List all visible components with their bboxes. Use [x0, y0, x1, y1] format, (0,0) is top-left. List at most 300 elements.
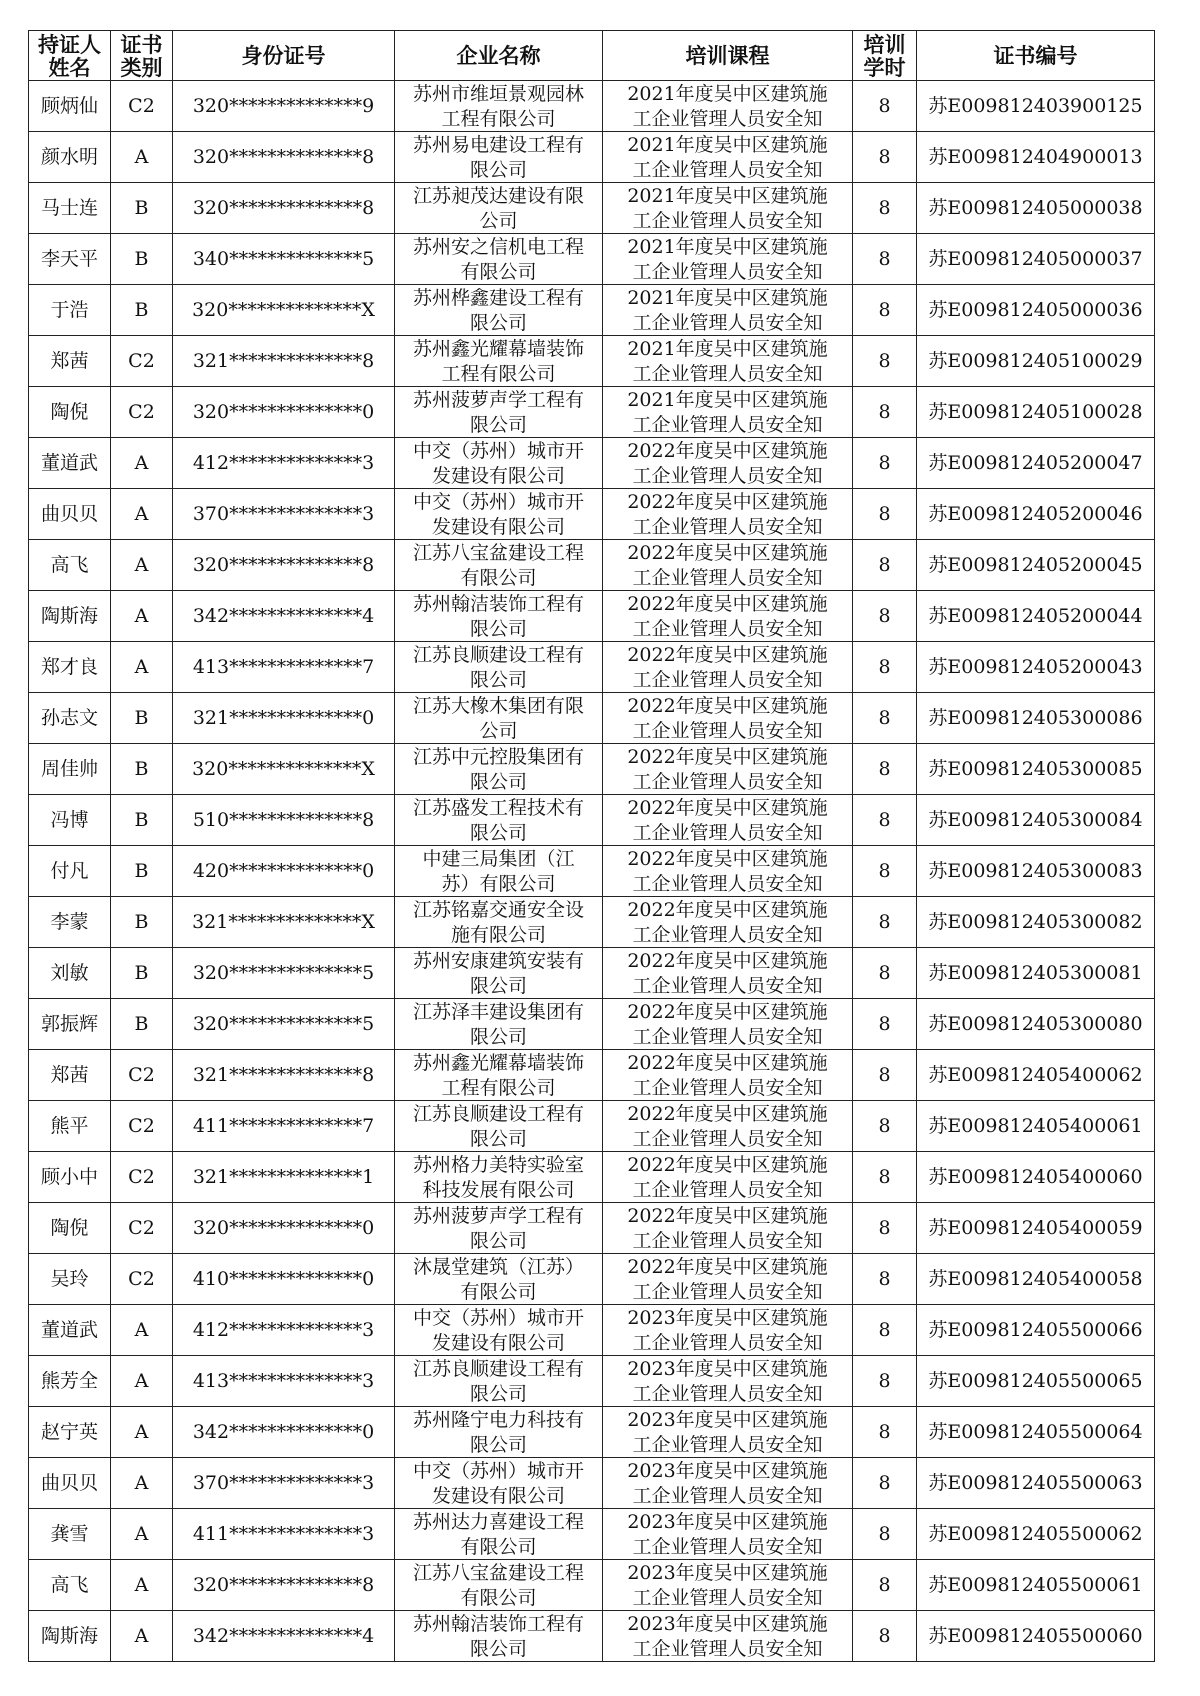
- cert-type-cell: A: [111, 1560, 173, 1611]
- course-cell-line2: 工企业管理人员安全知: [632, 1077, 823, 1099]
- cert-number-cell: 苏E009812405500060: [917, 1611, 1155, 1662]
- holder-name-cell: 郭振辉: [29, 999, 111, 1050]
- table-row: [29, 795, 1155, 846]
- company-cell: [395, 642, 603, 693]
- holder-name-cell: 李天平: [29, 234, 111, 285]
- course-cell: [603, 1152, 853, 1203]
- company-cell-line1: 沐晟堂建筑（江苏）: [412, 1256, 584, 1278]
- cert-number-cell: 苏E009812405000036: [917, 285, 1155, 336]
- course-cell-line1: 2023年度吴中区建筑施: [627, 1613, 828, 1635]
- company-cell-line1: 中交（苏州）城市开: [412, 440, 584, 462]
- header-cert-type-line2: 类别: [120, 54, 163, 80]
- company-cell-line2: 公司: [479, 720, 518, 742]
- id-number-cell: 370**************3: [173, 1458, 395, 1509]
- cert-type-cell: A: [111, 1509, 173, 1560]
- cert-type-cell: A: [111, 489, 173, 540]
- cert-number-cell: 苏E009812405300082: [917, 897, 1155, 948]
- cert-type-cell: A: [111, 1407, 173, 1458]
- table-row: [29, 540, 1155, 591]
- company-cell-line2: 限公司: [469, 159, 527, 181]
- cert-number-cell: 苏E009812405500064: [917, 1407, 1155, 1458]
- hours-cell: 8: [853, 1101, 917, 1152]
- company-cell: [395, 846, 603, 897]
- hours-cell: 8: [853, 132, 917, 183]
- company-cell-line2: 工程有限公司: [441, 363, 556, 385]
- company-cell-line1: 苏州翰洁装饰工程有: [412, 1613, 584, 1635]
- course-cell: [603, 948, 853, 999]
- hours-cell: 8: [853, 999, 917, 1050]
- hours-cell: 8: [853, 540, 917, 591]
- id-number-cell: 320**************X: [173, 285, 395, 336]
- course-cell: [603, 1356, 853, 1407]
- id-number-cell: 320**************0: [173, 387, 395, 438]
- company-cell: [395, 1101, 603, 1152]
- course-cell: [603, 489, 853, 540]
- company-cell: [395, 897, 603, 948]
- holder-name-cell: 顾炳仙: [29, 81, 111, 132]
- cert-type-cell: C2: [111, 1101, 173, 1152]
- table-row: [29, 642, 1155, 693]
- course-cell-line1: 2023年度吴中区建筑施: [627, 1460, 828, 1482]
- table-row: [29, 1356, 1155, 1407]
- course-cell-line2: 工企业管理人员安全知: [632, 1281, 823, 1303]
- cert-number-cell: 苏E009812405300083: [917, 846, 1155, 897]
- company-cell: [395, 1203, 603, 1254]
- hours-cell: 8: [853, 591, 917, 642]
- company-cell: [395, 1050, 603, 1101]
- holder-name-cell: 高飞: [29, 1560, 111, 1611]
- cert-number-cell: 苏E009812405400058: [917, 1254, 1155, 1305]
- course-cell: [603, 795, 853, 846]
- course-cell-line2: 工企业管理人员安全知: [632, 363, 823, 385]
- cert-type-cell: C2: [111, 1254, 173, 1305]
- cert-number-cell: 苏E009812405200047: [917, 438, 1155, 489]
- company-cell-line1: 苏州格力美特实验室: [412, 1154, 584, 1176]
- table-row: [29, 285, 1155, 336]
- hours-cell: 8: [853, 81, 917, 132]
- cert-number-cell: 苏E009812405000038: [917, 183, 1155, 234]
- company-cell-line2: 有限公司: [460, 567, 537, 589]
- cert-type-cell: C2: [111, 81, 173, 132]
- hours-cell: 8: [853, 489, 917, 540]
- holder-name-cell: 周佳帅: [29, 744, 111, 795]
- holder-name-cell: 陶斯海: [29, 1611, 111, 1662]
- cert-type-cell: B: [111, 846, 173, 897]
- cert-number-cell: 苏E009812405500062: [917, 1509, 1155, 1560]
- cert-type-cell: A: [111, 132, 173, 183]
- cert-number-cell: 苏E009812405500065: [917, 1356, 1155, 1407]
- course-cell-line2: 工企业管理人员安全知: [632, 159, 823, 181]
- company-cell-line1: 江苏良顺建设工程有: [412, 1358, 584, 1380]
- hours-cell: 8: [853, 1509, 917, 1560]
- course-cell-line1: 2022年度吴中区建筑施: [627, 1256, 828, 1278]
- company-cell-line2: 发建设有限公司: [431, 465, 565, 487]
- id-number-cell: 411**************7: [173, 1101, 395, 1152]
- company-cell-line1: 江苏泽丰建设集团有: [412, 1001, 584, 1023]
- holder-name-cell: 曲贝贝: [29, 1458, 111, 1509]
- hours-cell: 8: [853, 1611, 917, 1662]
- cert-type-cell: C2: [111, 1203, 173, 1254]
- company-cell-line1: 苏州桦鑫建设工程有: [412, 287, 584, 309]
- cert-type-cell: B: [111, 744, 173, 795]
- course-cell-line2: 工企业管理人员安全知: [632, 1179, 823, 1201]
- course-cell-line1: 2022年度吴中区建筑施: [627, 950, 828, 972]
- table-row: [29, 693, 1155, 744]
- company-cell: [395, 336, 603, 387]
- company-cell-line1: 中交（苏州）城市开: [412, 1307, 584, 1329]
- course-cell: [603, 1050, 853, 1101]
- table-row: [29, 1305, 1155, 1356]
- course-cell: [603, 285, 853, 336]
- id-number-cell: 320**************8: [173, 132, 395, 183]
- table-row: [29, 744, 1155, 795]
- course-cell-line1: 2021年度吴中区建筑施: [627, 338, 828, 360]
- holder-name-cell: 郑茜: [29, 1050, 111, 1101]
- table-row: [29, 336, 1155, 387]
- cert-number-cell: 苏E009812405400061: [917, 1101, 1155, 1152]
- course-cell-line1: 2022年度吴中区建筑施: [627, 797, 828, 819]
- header-hours-line2: 学时: [863, 54, 906, 80]
- id-number-cell: 410**************0: [173, 1254, 395, 1305]
- holder-name-cell: 顾小中: [29, 1152, 111, 1203]
- header-course: 培训课程: [603, 31, 853, 81]
- cert-type-cell: B: [111, 234, 173, 285]
- course-cell: [603, 387, 853, 438]
- company-cell-line2: 限公司: [469, 618, 527, 640]
- company-cell-line2: 发建设有限公司: [431, 516, 565, 538]
- table-row: [29, 234, 1155, 285]
- course-cell: [603, 183, 853, 234]
- company-cell-line1: 苏州达力喜建设工程: [412, 1511, 584, 1533]
- company-cell: [395, 438, 603, 489]
- hours-cell: 8: [853, 1305, 917, 1356]
- holder-name-cell: 马士连: [29, 183, 111, 234]
- holder-name-cell: 龚雪: [29, 1509, 111, 1560]
- company-cell-line1: 江苏良顺建设工程有: [412, 644, 584, 666]
- course-cell-line2: 工企业管理人员安全知: [632, 516, 823, 538]
- hours-cell: 8: [853, 387, 917, 438]
- company-cell-line1: 苏州市维垣景观园林: [412, 83, 584, 105]
- table-row: [29, 846, 1155, 897]
- course-cell: [603, 1254, 853, 1305]
- company-cell: [395, 948, 603, 999]
- course-cell-line2: 工企业管理人员安全知: [632, 108, 823, 130]
- table-row: [29, 1611, 1155, 1662]
- course-cell-line2: 工企业管理人员安全知: [632, 873, 823, 895]
- id-number-cell: 413**************3: [173, 1356, 395, 1407]
- course-cell-line1: 2021年度吴中区建筑施: [627, 134, 828, 156]
- company-cell: [395, 795, 603, 846]
- course-cell-line1: 2022年度吴中区建筑施: [627, 1103, 828, 1125]
- cert-number-cell: 苏E009812405500061: [917, 1560, 1155, 1611]
- course-cell-line1: 2023年度吴中区建筑施: [627, 1358, 828, 1380]
- id-number-cell: 342**************0: [173, 1407, 395, 1458]
- id-number-cell: 320**************5: [173, 999, 395, 1050]
- cert-number-cell: 苏E009812405400060: [917, 1152, 1155, 1203]
- cert-type-cell: B: [111, 285, 173, 336]
- course-cell: [603, 132, 853, 183]
- company-cell: [395, 999, 603, 1050]
- company-cell-line2: 公司: [479, 210, 518, 232]
- hours-cell: 8: [853, 1458, 917, 1509]
- course-cell-line2: 工企业管理人员安全知: [632, 1485, 823, 1507]
- course-cell-line2: 工企业管理人员安全知: [632, 1638, 823, 1660]
- cert-number-cell: 苏E009812405400059: [917, 1203, 1155, 1254]
- holder-name-cell: 于浩: [29, 285, 111, 336]
- company-cell-line1: 中建三局集团（江: [422, 848, 575, 870]
- company-cell: [395, 1152, 603, 1203]
- company-cell: [395, 1356, 603, 1407]
- course-cell-line2: 工企业管理人员安全知: [632, 1536, 823, 1558]
- company-cell-line2: 限公司: [469, 1638, 527, 1660]
- course-cell: [603, 642, 853, 693]
- id-number-cell: 320**************X: [173, 744, 395, 795]
- table-row: [29, 438, 1155, 489]
- course-cell: [603, 693, 853, 744]
- course-cell: [603, 540, 853, 591]
- course-cell-line1: 2022年度吴中区建筑施: [627, 1001, 828, 1023]
- course-cell-line1: 2023年度吴中区建筑施: [627, 1409, 828, 1431]
- id-number-cell: 413**************7: [173, 642, 395, 693]
- company-cell-line2: 限公司: [469, 312, 527, 334]
- holder-name-cell: 高飞: [29, 540, 111, 591]
- course-cell-line2: 工企业管理人员安全知: [632, 1332, 823, 1354]
- id-number-cell: 321**************X: [173, 897, 395, 948]
- holder-name-cell: 董道武: [29, 438, 111, 489]
- company-cell: [395, 1509, 603, 1560]
- course-cell-line2: 工企业管理人员安全知: [632, 720, 823, 742]
- course-cell-line2: 工企业管理人员安全知: [632, 261, 823, 283]
- holder-name-cell: 陶倪: [29, 1203, 111, 1254]
- course-cell-line2: 工企业管理人员安全知: [632, 822, 823, 844]
- course-cell-line1: 2022年度吴中区建筑施: [627, 542, 828, 564]
- course-cell-line1: 2021年度吴中区建筑施: [627, 287, 828, 309]
- table-row: [29, 1560, 1155, 1611]
- course-cell-line2: 工企业管理人员安全知: [632, 975, 823, 997]
- hours-cell: 8: [853, 897, 917, 948]
- course-cell-line2: 工企业管理人员安全知: [632, 1383, 823, 1405]
- table-row: [29, 81, 1155, 132]
- company-cell-line2: 苏）有限公司: [441, 873, 556, 895]
- course-cell-line1: 2021年度吴中区建筑施: [627, 236, 828, 258]
- course-cell: [603, 1203, 853, 1254]
- company-cell-line1: 苏州易电建设工程有: [412, 134, 584, 156]
- id-number-cell: 320**************8: [173, 183, 395, 234]
- table-row: [29, 132, 1155, 183]
- holder-name-cell: 郑才良: [29, 642, 111, 693]
- company-cell-line2: 有限公司: [460, 1536, 537, 1558]
- course-cell-line2: 工企业管理人员安全知: [632, 1587, 823, 1609]
- id-number-cell: 321**************8: [173, 336, 395, 387]
- cert-number-cell: 苏E009812405200043: [917, 642, 1155, 693]
- cert-type-cell: A: [111, 642, 173, 693]
- table-row: [29, 1152, 1155, 1203]
- course-cell-line2: 工企业管理人员安全知: [632, 210, 823, 232]
- holder-name-cell: 陶斯海: [29, 591, 111, 642]
- holder-name-cell: 吴玲: [29, 1254, 111, 1305]
- company-cell-line2: 限公司: [469, 1230, 527, 1252]
- cert-type-cell: C2: [111, 1152, 173, 1203]
- course-cell: [603, 336, 853, 387]
- company-cell: [395, 1560, 603, 1611]
- cert-type-cell: A: [111, 1305, 173, 1356]
- course-cell-line1: 2022年度吴中区建筑施: [627, 899, 828, 921]
- course-cell: [603, 999, 853, 1050]
- course-cell: [603, 438, 853, 489]
- company-cell: [395, 1254, 603, 1305]
- course-cell-line1: 2021年度吴中区建筑施: [627, 185, 828, 207]
- course-cell-line2: 工企业管理人员安全知: [632, 1026, 823, 1048]
- course-cell-line2: 工企业管理人员安全知: [632, 414, 823, 436]
- header-cert-type-line1: 证书: [120, 31, 163, 57]
- company-cell-line2: 限公司: [469, 1026, 527, 1048]
- company-cell-line1: 江苏昶茂达建设有限: [412, 185, 584, 207]
- company-cell-line2: 限公司: [469, 669, 527, 691]
- company-cell-line1: 苏州隆宁电力科技有: [412, 1409, 584, 1431]
- hours-cell: 8: [853, 1560, 917, 1611]
- course-cell-line1: 2022年度吴中区建筑施: [627, 746, 828, 768]
- cert-type-cell: A: [111, 540, 173, 591]
- company-cell-line2: 限公司: [469, 1383, 527, 1405]
- hours-cell: 8: [853, 285, 917, 336]
- holder-name-cell: 颜水明: [29, 132, 111, 183]
- course-cell-line2: 工企业管理人员安全知: [632, 618, 823, 640]
- course-cell-line1: 2022年度吴中区建筑施: [627, 644, 828, 666]
- holder-name-cell: 熊平: [29, 1101, 111, 1152]
- company-cell: [395, 1611, 603, 1662]
- id-number-cell: 510**************8: [173, 795, 395, 846]
- company-cell-line1: 江苏八宝盆建设工程: [412, 542, 584, 564]
- hours-cell: 8: [853, 795, 917, 846]
- company-cell-line2: 限公司: [469, 1434, 527, 1456]
- hours-cell: 8: [853, 948, 917, 999]
- holder-name-cell: 刘敏: [29, 948, 111, 999]
- cert-number-cell: 苏E009812405100028: [917, 387, 1155, 438]
- course-cell: [603, 1611, 853, 1662]
- course-cell-line1: 2022年度吴中区建筑施: [627, 440, 828, 462]
- course-cell-line1: 2022年度吴中区建筑施: [627, 1154, 828, 1176]
- company-cell-line2: 有限公司: [460, 1587, 537, 1609]
- id-number-cell: 342**************4: [173, 1611, 395, 1662]
- cert-number-cell: 苏E009812405300084: [917, 795, 1155, 846]
- table-row: [29, 1050, 1155, 1101]
- header-holder-name-line2: 姓名: [48, 54, 91, 80]
- company-cell: [395, 183, 603, 234]
- company-cell-line2: 限公司: [469, 1128, 527, 1150]
- hours-cell: 8: [853, 1203, 917, 1254]
- course-cell-line2: 工企业管理人员安全知: [632, 312, 823, 334]
- cert-number-cell: 苏E009812405300080: [917, 999, 1155, 1050]
- cert-number-cell: 苏E009812405500063: [917, 1458, 1155, 1509]
- company-cell-line2: 发建设有限公司: [431, 1485, 565, 1507]
- cert-number-cell: 苏E009812404900013: [917, 132, 1155, 183]
- table-row: [29, 1407, 1155, 1458]
- course-cell-line1: 2022年度吴中区建筑施: [627, 491, 828, 513]
- company-cell: [395, 1407, 603, 1458]
- cert-type-cell: A: [111, 438, 173, 489]
- id-number-cell: 320**************5: [173, 948, 395, 999]
- holder-name-cell: 曲贝贝: [29, 489, 111, 540]
- id-number-cell: 320**************9: [173, 81, 395, 132]
- id-number-cell: 321**************8: [173, 1050, 395, 1101]
- id-number-cell: 320**************8: [173, 1560, 395, 1611]
- course-cell: [603, 744, 853, 795]
- company-cell: [395, 540, 603, 591]
- cert-number-cell: 苏E009812405300081: [917, 948, 1155, 999]
- hours-cell: 8: [853, 1356, 917, 1407]
- hours-cell: 8: [853, 642, 917, 693]
- holder-name-cell: 陶倪: [29, 387, 111, 438]
- cert-number-cell: 苏E009812405400062: [917, 1050, 1155, 1101]
- holder-name-cell: 董道武: [29, 1305, 111, 1356]
- header-cert-number: 证书编号: [917, 31, 1155, 81]
- course-cell-line1: 2022年度吴中区建筑施: [627, 1052, 828, 1074]
- course-cell-line1: 2023年度吴中区建筑施: [627, 1562, 828, 1584]
- course-cell-line1: 2022年度吴中区建筑施: [627, 593, 828, 615]
- company-cell-line1: 江苏良顺建设工程有: [412, 1103, 584, 1125]
- company-cell-line1: 苏州安康建筑安装有: [412, 950, 584, 972]
- cert-type-cell: B: [111, 897, 173, 948]
- table-row: [29, 1509, 1155, 1560]
- company-cell-line2: 科技发展有限公司: [422, 1179, 575, 1201]
- course-cell: [603, 846, 853, 897]
- course-cell-line2: 工企业管理人员安全知: [632, 567, 823, 589]
- company-cell-line1: 中交（苏州）城市开: [412, 491, 584, 513]
- company-cell-line2: 工程有限公司: [441, 1077, 556, 1099]
- company-cell-line1: 苏州菠萝声学工程有: [412, 389, 584, 411]
- holder-name-cell: 郑茜: [29, 336, 111, 387]
- company-cell-line2: 限公司: [469, 414, 527, 436]
- course-cell-line2: 工企业管理人员安全知: [632, 1230, 823, 1252]
- cert-number-cell: 苏E009812405300085: [917, 744, 1155, 795]
- header-holder-name-line1: 持证人: [38, 31, 101, 57]
- company-cell-line1: 江苏铭嘉交通安全设: [412, 899, 584, 921]
- course-cell-line1: 2022年度吴中区建筑施: [627, 695, 828, 717]
- cert-type-cell: A: [111, 591, 173, 642]
- company-cell-line1: 苏州安之信机电工程: [412, 236, 584, 258]
- course-cell-line1: 2021年度吴中区建筑施: [627, 389, 828, 411]
- company-cell-line2: 施有限公司: [450, 924, 546, 946]
- course-cell: [603, 897, 853, 948]
- cert-number-cell: 苏E009812405200044: [917, 591, 1155, 642]
- holder-name-cell: 冯博: [29, 795, 111, 846]
- company-cell-line2: 发建设有限公司: [431, 1332, 565, 1354]
- table-row: [29, 591, 1155, 642]
- id-number-cell: 412**************3: [173, 1305, 395, 1356]
- company-cell-line1: 江苏大橡木集团有限: [412, 695, 584, 717]
- company-cell: [395, 1305, 603, 1356]
- company-cell: [395, 285, 603, 336]
- company-cell-line1: 苏州菠萝声学工程有: [412, 1205, 584, 1227]
- course-cell: [603, 234, 853, 285]
- course-cell: [603, 1407, 853, 1458]
- cert-number-cell: 苏E009812405200046: [917, 489, 1155, 540]
- holder-name-cell: 付凡: [29, 846, 111, 897]
- company-cell: [395, 81, 603, 132]
- cert-number-cell: 苏E009812403900125: [917, 81, 1155, 132]
- id-number-cell: 370**************3: [173, 489, 395, 540]
- course-cell-line1: 2021年度吴中区建筑施: [627, 83, 828, 105]
- table-row: [29, 387, 1155, 438]
- table-row: [29, 183, 1155, 234]
- course-cell-line2: 工企业管理人员安全知: [632, 669, 823, 691]
- holder-name-cell: 李蒙: [29, 897, 111, 948]
- header-id-number: 身份证号: [173, 31, 395, 81]
- cert-type-cell: B: [111, 999, 173, 1050]
- company-cell-line1: 中交（苏州）城市开: [412, 1460, 584, 1482]
- table-row: [29, 1254, 1155, 1305]
- course-cell: [603, 1101, 853, 1152]
